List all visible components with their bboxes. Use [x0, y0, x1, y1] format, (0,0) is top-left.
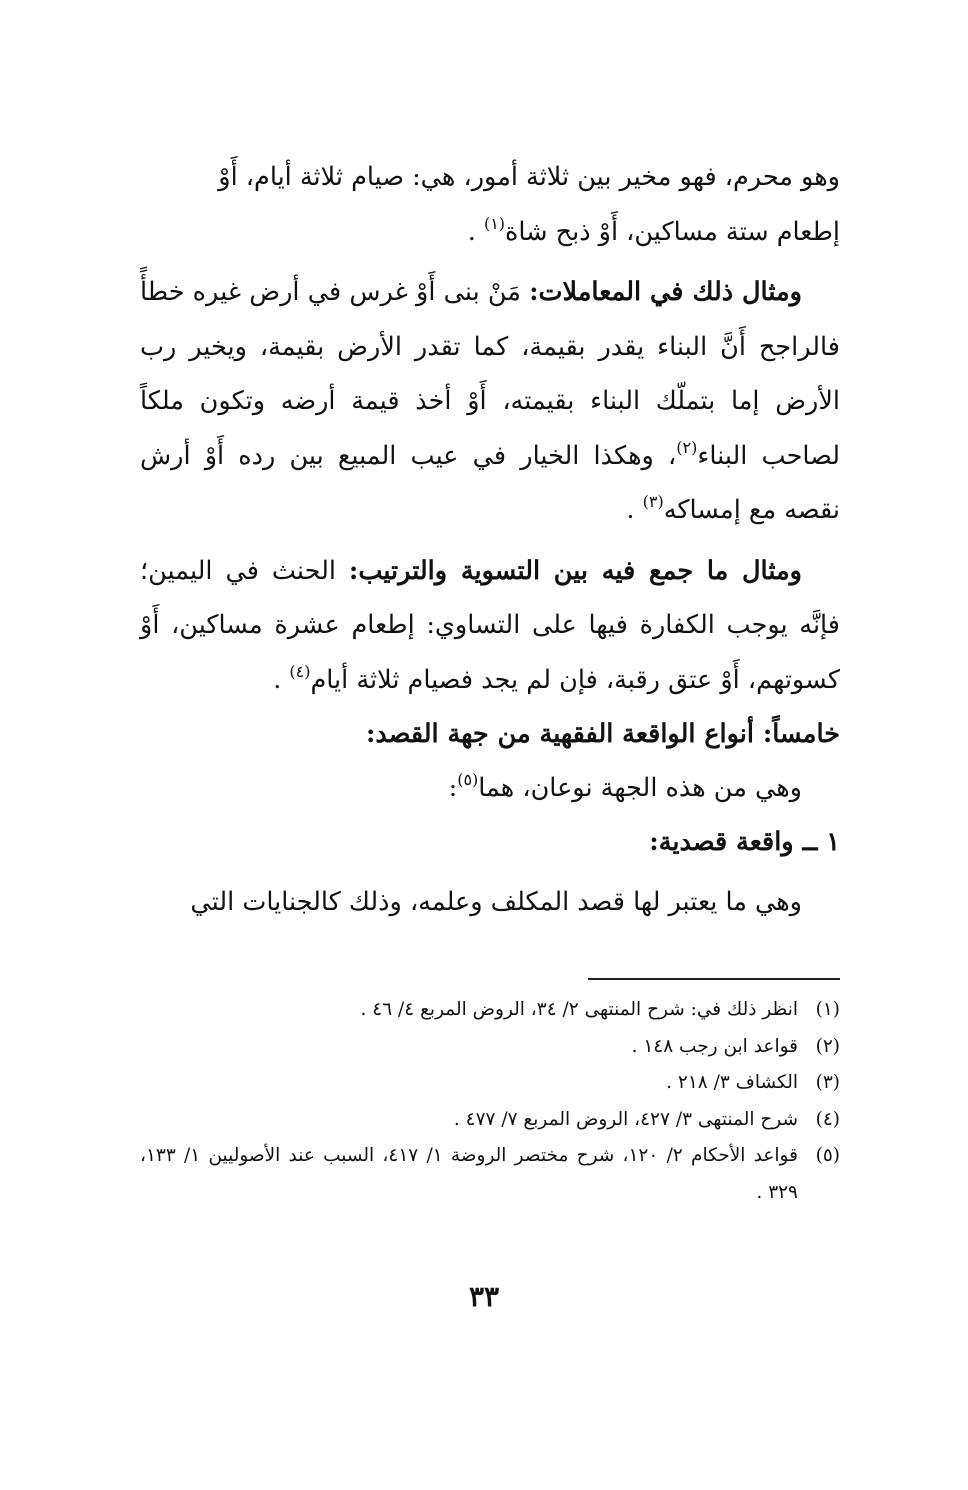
- footnote-2: [140, 1029, 840, 1066]
- footnote-num-1: (١): [815, 999, 840, 1020]
- paragraph-3: [140, 544, 840, 708]
- footnote-ref-5[interactable]: (٥): [457, 770, 479, 789]
- paragraph-1: [140, 150, 840, 259]
- footnote-text-4: شرح المنتهى ٣/ ٤٢٧، الروض المربع ٧/ ٤٧٧ .: [453, 1108, 798, 1130]
- p3-text: الحنث في اليمين؛ فإنَّه يوجب الكفارة فيها على التساوي: إطعام عشرة مساكين، أَوْ كسوتهم، أَوْ عتق رقبة، فإن لم يجد فصيام ثلاثة أيام: [140, 555, 840, 695]
- footnote-1: [140, 992, 840, 1029]
- footnote-4: [140, 1102, 840, 1139]
- footnote-3: [140, 1065, 840, 1102]
- footnote-divider: [588, 978, 840, 980]
- p2-text-a: مَنْ بنى أَوْ غرس في أرض غيره خطأً فالراجح أَنَّ البناء يقدر بقيمة، كما تقدر الأرض بقيمة، ويخير رب الأرض إما بتملّك البناء بقيمته، أَوْ أخذ قيمة أرضه وتكون ملكاً لصاحب البناء: [140, 277, 840, 471]
- p1-line2: إطعام ستة مساكين، أَوْ ذبح شاة: [505, 216, 840, 247]
- footnote-text-5: قواعد الأحكام ٢/ ١٢٠، شرح مختصر الروضة ١/ ٤١٧، السبب عند الأصوليين ١/ ١٣٣، ٣٢٩ .: [140, 1145, 798, 1203]
- intro-text: وهي من هذه الجهة نوعان، هما: [478, 773, 802, 803]
- footnote-num-2: (٢): [815, 1035, 840, 1057]
- p1-end: .: [467, 216, 484, 247]
- p2-end: .: [626, 495, 643, 525]
- intro-end: :: [448, 773, 458, 803]
- footnote-5: [140, 1138, 840, 1211]
- section-intro: [140, 761, 840, 815]
- section-heading: خامساً: أنواع الواقعة الفقهية من جهة القصد:: [365, 719, 840, 749]
- footnote-ref-3[interactable]: (٣): [642, 492, 664, 511]
- footnote-num-4: (٤): [815, 1108, 840, 1130]
- footnote-text-1: انظر ذلك في: شرح المنتهى ٢/ ٣٤، الروض المربع ٤/ ٤٦ .: [360, 999, 798, 1020]
- footnotes: [140, 992, 840, 1211]
- p3-bold-lead: ومثال ما جمع فيه بين التسوية والترتيب:: [348, 555, 802, 586]
- p2-text-b: ، وهكذا الخيار في عيب المبيع بين رده أَوْ أرش نقصه مع إمساكه: [140, 440, 840, 525]
- last-line: وهي ما يعتبر لها قصد المكلف وعلمه، وذلك كالجنايات التي: [190, 887, 802, 917]
- p3-end: .: [273, 664, 290, 695]
- footnote-num-3: (٣): [815, 1072, 840, 1093]
- page-number: ٣٣: [468, 1280, 500, 1313]
- paragraph-2: [140, 265, 840, 538]
- footnote-ref-4[interactable]: (٤): [289, 661, 311, 681]
- item-heading: ١ ــ واقعة قصدية:: [649, 827, 840, 857]
- footnote-ref-1[interactable]: (١): [483, 213, 506, 233]
- footnote-ref-2[interactable]: (٢): [676, 437, 698, 457]
- footnote-num-5: (٥): [815, 1145, 840, 1166]
- main-text: [140, 150, 840, 930]
- p2-bold-lead: ومثال ذلك في المعاملات:: [529, 277, 802, 307]
- footnote-text-3: الكشاف ٣/ ٢١٨ .: [666, 1072, 798, 1093]
- p1-line1: وهو محرم، فهو مخير بين ثلاثة أمور، هي: صيام ثلاثة أيام، أَوْ: [218, 162, 840, 192]
- footnote-text-2: قواعد ابن رجب ١٤٨ .: [631, 1035, 798, 1057]
